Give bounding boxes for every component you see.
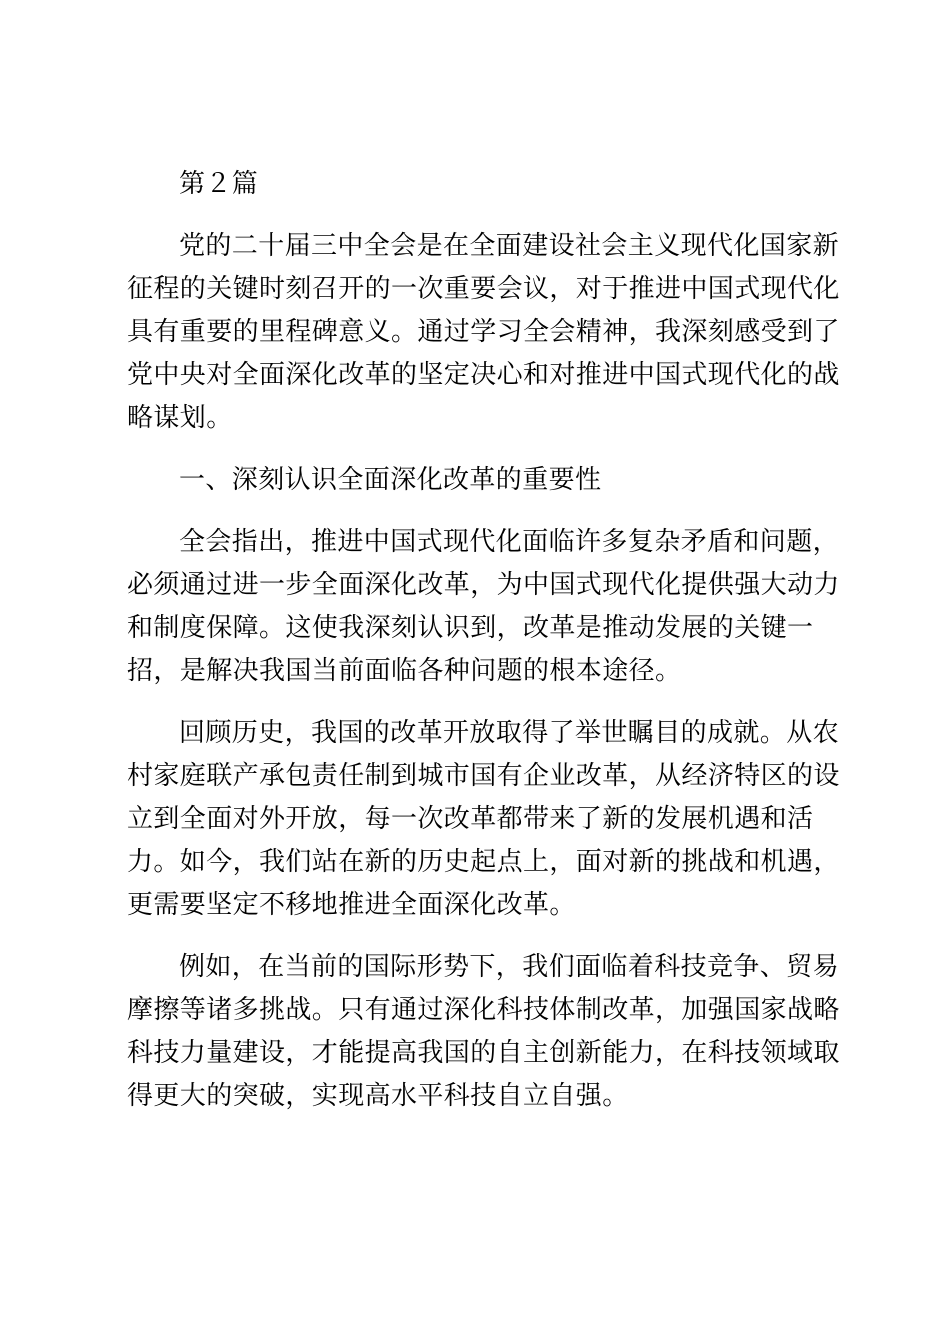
subheading — [127, 459, 833, 502]
text-line: 党的二十届三中全会是在全面建设社会主义现代化国家新 — [179, 231, 840, 261]
text-line: 科技力量建设，才能提高我国的自主创新能力，在科技领域取 — [127, 1038, 840, 1068]
paragraph-plenary — [127, 521, 840, 693]
text-line: 回顾历史，我国的改革开放取得了举世瞩目的成就。从农 — [179, 718, 840, 748]
text-line: 村家庭联产承包责任制到城市国有企业改革，从经济特区的设 — [127, 761, 840, 791]
subheading-text: 一、深刻认识全面深化改革的重要性 — [179, 465, 602, 495]
text-line: 得更大的突破，实现高水平科技自立自强。 — [127, 1081, 629, 1111]
text-line: 略谋划。 — [127, 403, 233, 433]
text-line: 更需要坚定不移地推进全面深化改革。 — [127, 890, 576, 920]
text-line: 和制度保障。这使我深刻认识到，改革是推动发展的关键一 — [127, 613, 814, 643]
document-body — [127, 163, 840, 1137]
text-line: 例如，在当前的国际形势下，我们面临着科技竞争、贸易 — [179, 952, 840, 982]
paragraph-history — [127, 712, 840, 927]
paragraph-intro — [127, 225, 840, 440]
text-line: 招，是解决我国当前面临各种问题的根本途径。 — [127, 656, 682, 686]
text-line: 具有重要的里程碑意义。通过学习全会精神，我深刻感受到了 — [127, 317, 840, 347]
text-line: 党中央对全面深化改革的坚定决心和对推进中国式现代化的战 — [127, 360, 840, 390]
text-line: 摩擦等诸多挑战。只有通过深化科技体制改革，加强国家战略 — [127, 995, 840, 1025]
text-line: 全会指出，推进中国式现代化面临许多复杂矛盾和问题， — [179, 527, 840, 557]
text-line: 力。如今，我们站在新的历史起点上，面对新的挑战和机遇， — [127, 847, 840, 877]
paragraph-example — [127, 946, 840, 1118]
text-line: 必须通过进一步全面深化改革，为中国式现代化提供强大动力 — [127, 570, 840, 600]
text-line: 征程的关键时刻召开的一次重要会议，对于推进中国式现代化 — [127, 274, 840, 304]
text-line: 立到全面对外开放，每一次改革都带来了新的发展机遇和活 — [127, 804, 814, 834]
section-title: 第２篇 — [179, 169, 259, 199]
